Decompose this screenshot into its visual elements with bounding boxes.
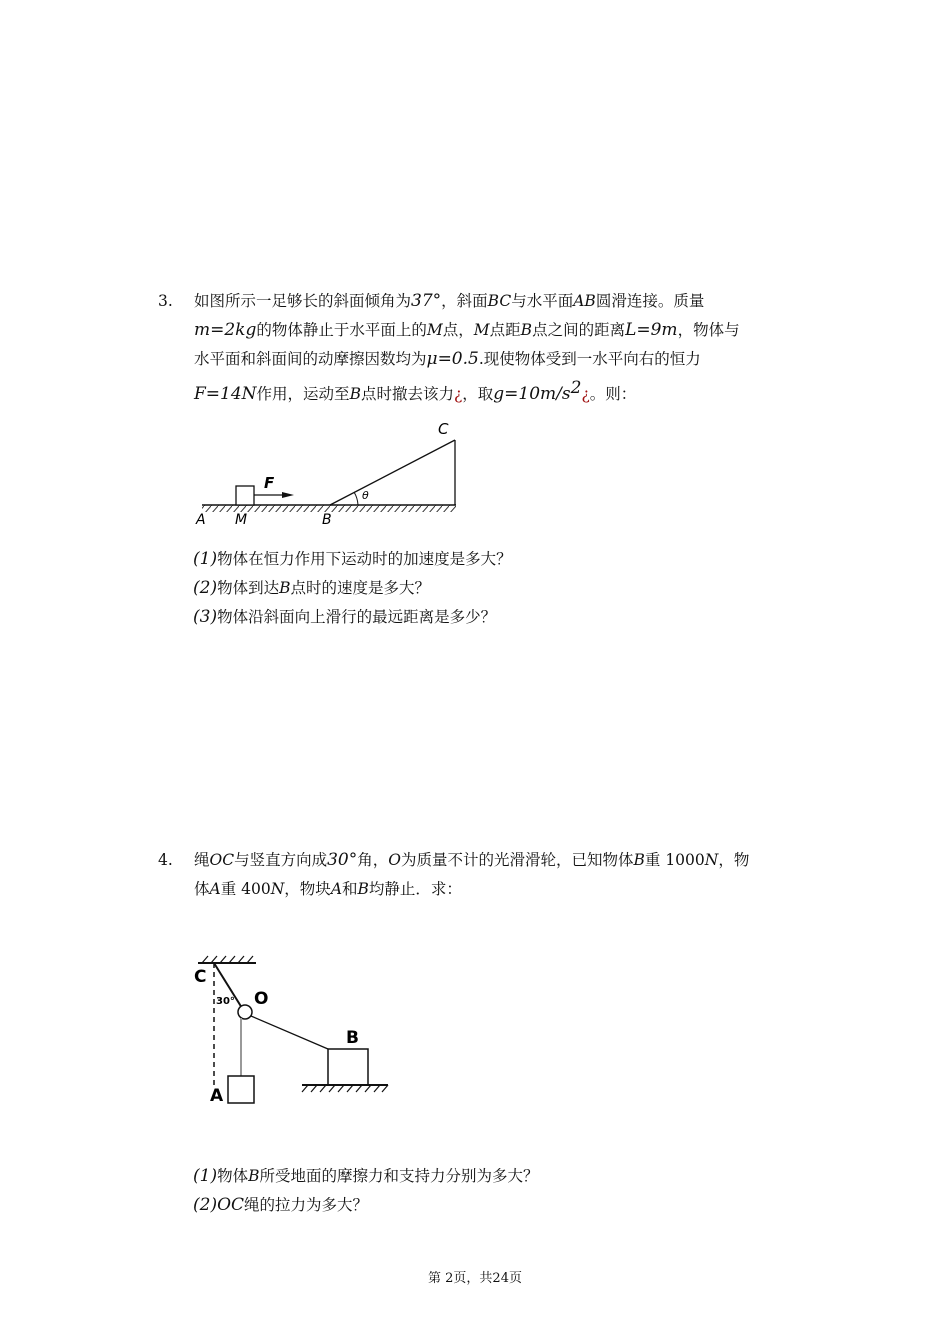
q3-sub-2: (2)物体到达B点时的速度是多大？	[193, 578, 431, 598]
ground-hatching	[202, 505, 456, 512]
question-number: 4.	[158, 851, 173, 869]
label-a: A	[210, 1086, 224, 1106]
q3-line-3: 水平面和斜面间的动摩擦因数均为μ=0.5.现使物体受到一水平向右的恒力	[194, 349, 701, 369]
label-f: F	[264, 474, 275, 492]
incline-diagram	[190, 418, 470, 530]
q4-line-1: 绳OC与竖直方向成30°角，O为质量不计的光滑滑轮，已知物体B重 1000N，物	[194, 850, 750, 870]
question-3	[158, 287, 798, 409]
label-o: O	[254, 989, 269, 1009]
label-theta: θ	[362, 489, 369, 502]
floor-hatching	[302, 1085, 388, 1092]
label-m: M	[235, 512, 248, 528]
pulley-diagram	[190, 948, 400, 1113]
pulley-o	[238, 1005, 252, 1019]
q4-sub-2: (2)OC绳的拉力为多大？	[193, 1195, 369, 1215]
q3-line-4: F=14N作用，运动至B点时撤去该力¿，取$g=10m/s^2¿$。则：	[194, 378, 637, 405]
incline-line	[330, 440, 455, 505]
label-angle: 30°	[216, 996, 235, 1007]
q3-sub-3: (3)物体沿斜面向上滑行的最远距离是多少？	[193, 607, 497, 627]
rope-to-b	[251, 1016, 328, 1049]
block-b	[328, 1049, 368, 1085]
page-footer: 第 2页，共24页	[428, 1271, 522, 1286]
label-b: B	[346, 1028, 359, 1048]
label-c: C	[194, 967, 207, 987]
force-arrowhead	[282, 492, 294, 498]
label-a: A	[196, 512, 206, 528]
label-b: B	[322, 512, 332, 528]
ceiling-hatching	[202, 956, 253, 963]
q3-sub-1: (1)物体在恒力作用下运动时的加速度是多大？	[193, 549, 512, 569]
q4-line-2: 体A重 400N，物块A和B均静止．求：	[194, 880, 462, 898]
q4-sub-1: (1)物体B所受地面的摩擦力和支持力分别为多大？	[193, 1166, 539, 1186]
q3-line-1: 如图所示一足够长的斜面倾角为37°，斜面BC与水平面AB圆滑连接。质量	[194, 291, 705, 311]
question-number: 3.	[158, 292, 173, 310]
block-m	[236, 486, 254, 505]
label-c: C	[438, 420, 449, 438]
angle-arc	[354, 492, 358, 505]
block-a	[228, 1076, 254, 1103]
q3-line-2: m=2kg的物体静止于水平面上的M点，M点距B点之间的距离L=9m，物体与	[194, 320, 740, 340]
question-4	[158, 846, 798, 904]
